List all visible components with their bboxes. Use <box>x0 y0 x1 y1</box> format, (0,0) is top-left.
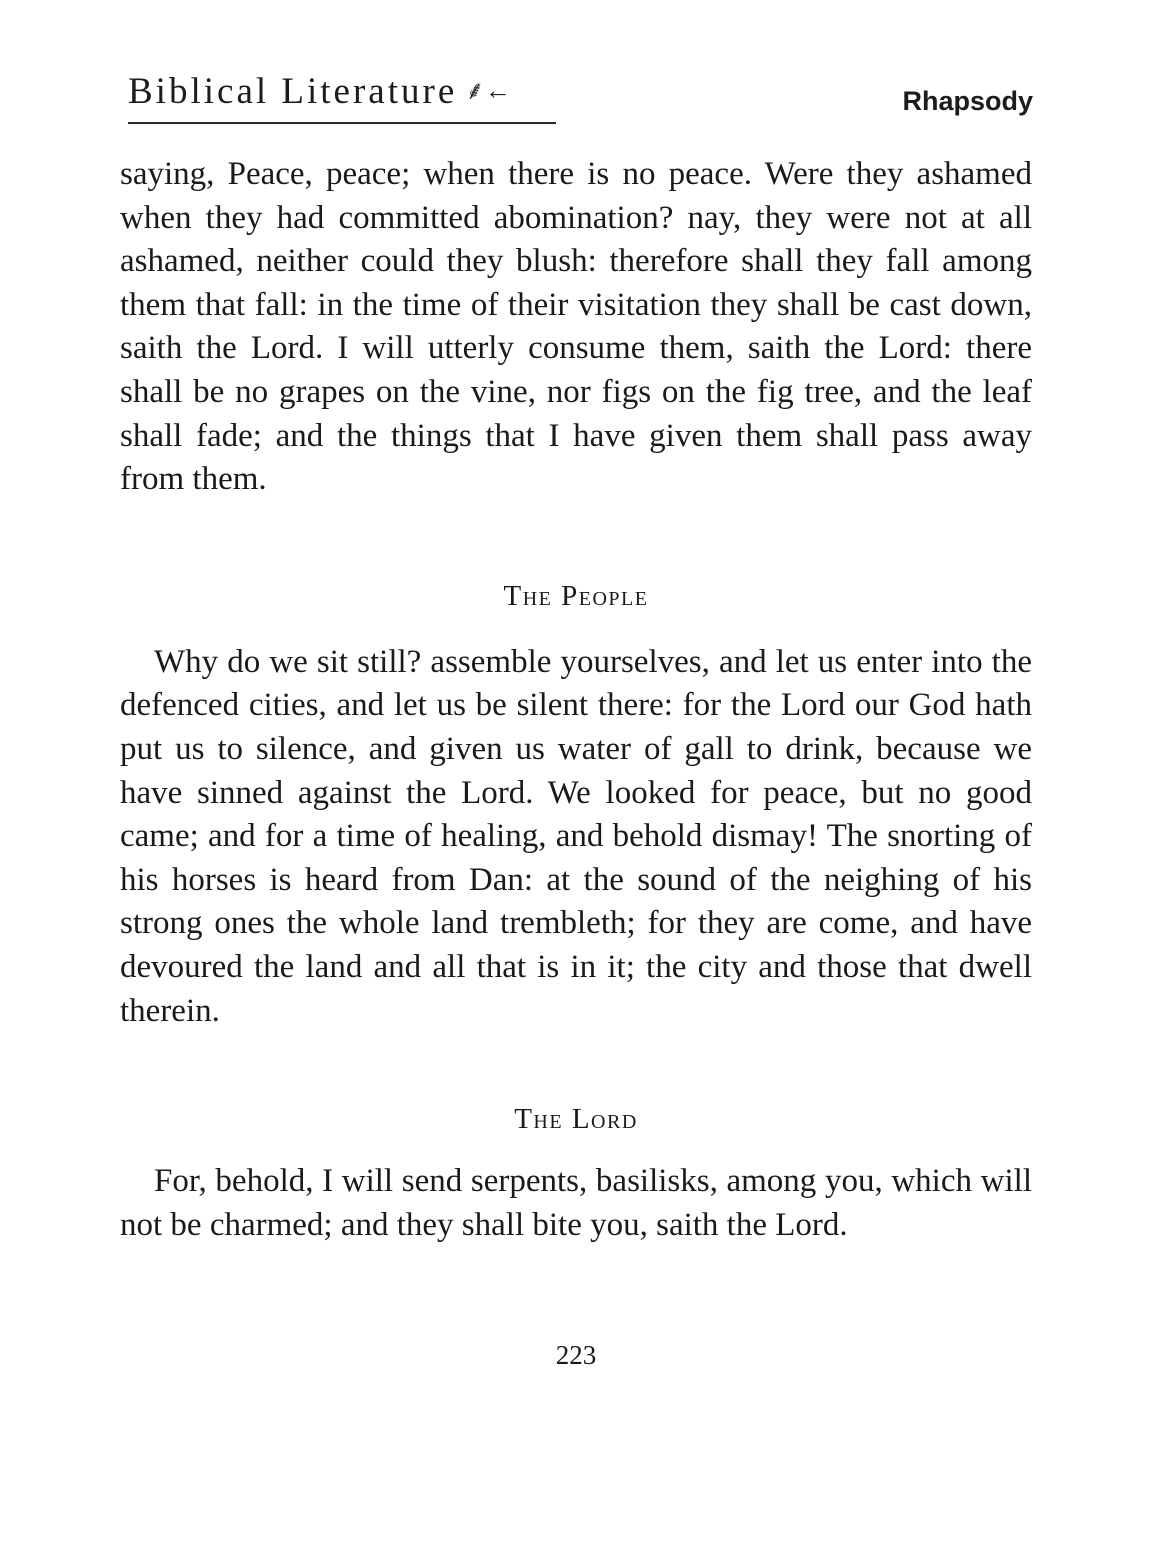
paragraph-lord: For, behold, I will send serpents, basilisks, among you, which will not be charmed; and they shall bite you, saith the Lord. <box>120 1163 1032 1243</box>
body-text <box>120 153 1032 1247</box>
speaker-heading-people: The People <box>503 579 649 612</box>
section-label: Rhapsody <box>902 86 1033 116</box>
paragraph-people: Why do we sit still? assemble yourselves, and let us enter into the defenced cities, and let us be silent there: for the Lord our God hath put us to silence, and given us water of gall to drink, because we have sinned against the Lord. We looked for peace, but no good came; and for a time of healing, and behold dismay! The snorting of his horses is heard from Dan: at the sound of the neighing of his strong ones the whole land trembleth; for they are come, and have devoured the land and all that is in it; the city and those that dwell therein. <box>120 643 1032 1029</box>
head-rule <box>128 122 556 124</box>
paragraph-continued: saying, Peace, peace; when there is no peace. Were they ashamed when they had committed abomination? nay, they were not at all ashamed, neither could they blush: therefore shall they fall among them that fall: in the time of their visitation they shall be cast down, saith the Lord. I will utterly consume them, saith the Lord: there shall be no grapes on the vine, nor figs on the fig tree, and the leaf shall fade; and the things that I have given them shall pass away from them. <box>120 156 1032 498</box>
speaker-heading-lord: The Lord <box>514 1103 638 1136</box>
page-number: 223 <box>555 1340 597 1370</box>
ornament-icon: ⸙← <box>465 76 511 105</box>
running-title <box>128 70 511 113</box>
running-title-text: Biblical Literature <box>128 71 458 112</box>
running-head <box>128 70 1033 130</box>
